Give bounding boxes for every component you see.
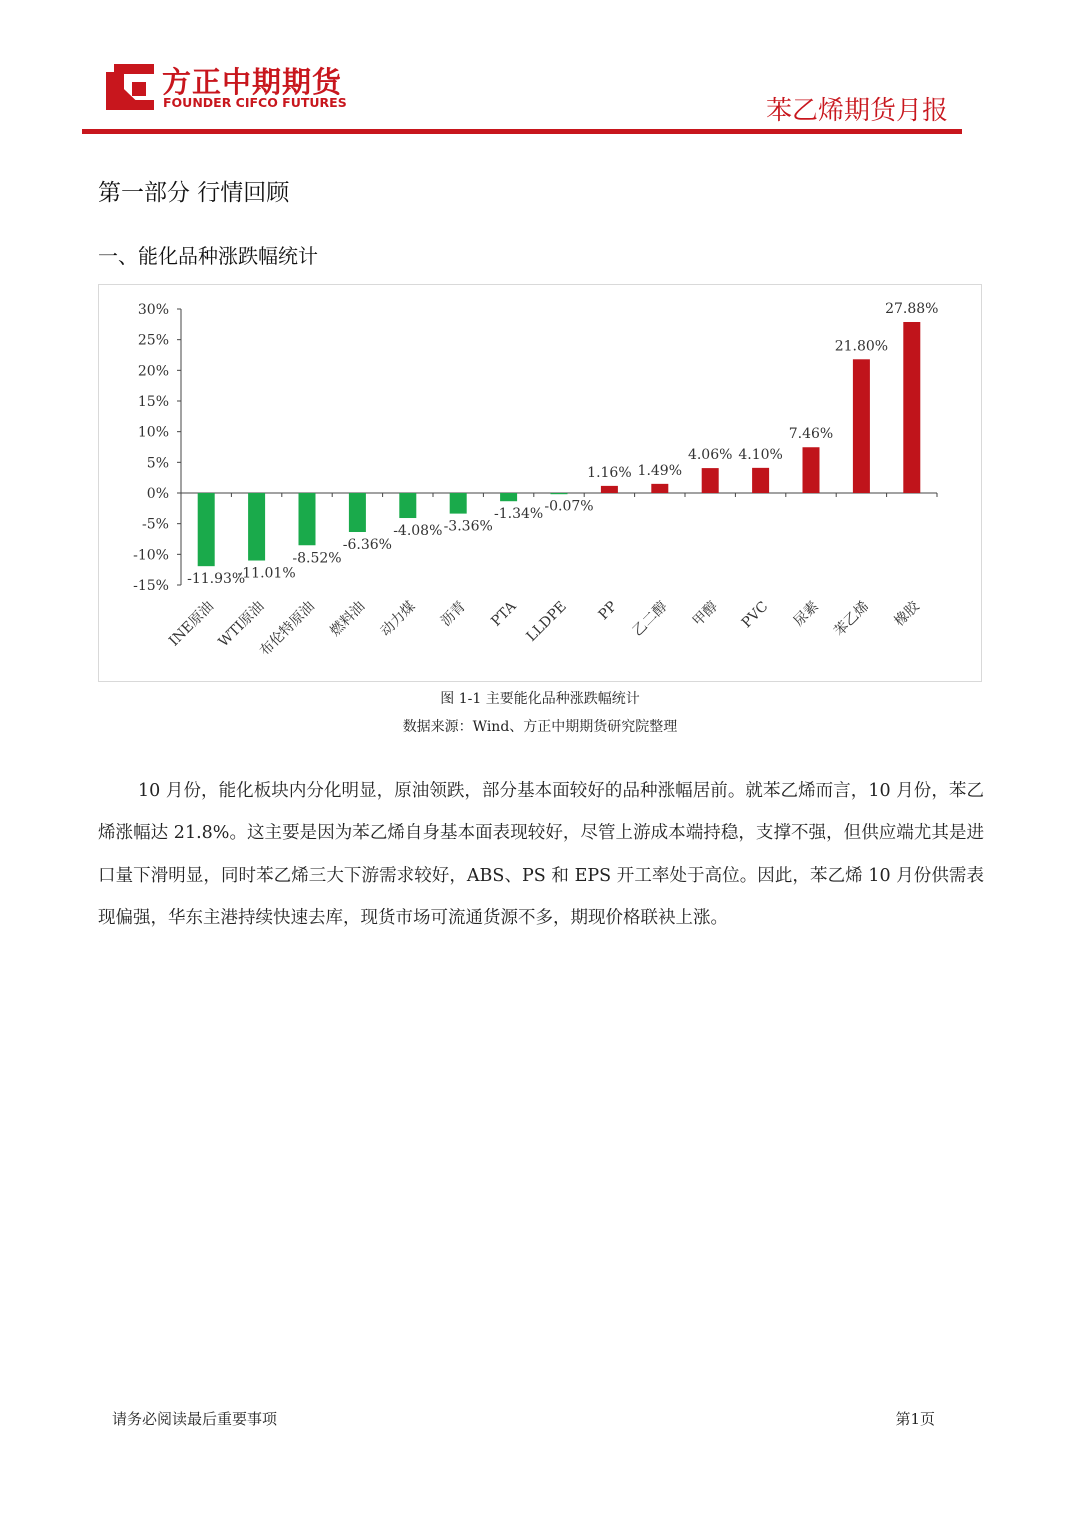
data-label: -11.93% bbox=[187, 571, 246, 588]
data-label: -3.36% bbox=[443, 518, 493, 535]
bar-9 bbox=[651, 484, 668, 493]
data-source: 数据来源：Wind、方正中期期货研究院整理 bbox=[402, 719, 678, 735]
data-label: -8.52% bbox=[292, 550, 342, 567]
bar-8 bbox=[601, 486, 618, 493]
data-label: 21.80% bbox=[834, 338, 889, 355]
report-title: 苯乙烯期货月报 bbox=[765, 96, 948, 126]
y-tick-label: -15% bbox=[133, 578, 169, 594]
category-label: 燃料油 bbox=[327, 598, 369, 640]
data-label: -6.36% bbox=[342, 537, 393, 554]
page-number: 第1页 bbox=[895, 1410, 935, 1428]
category-label: PTA bbox=[488, 598, 520, 630]
data-label: 7.46% bbox=[788, 426, 834, 443]
y-tick-label: 30% bbox=[137, 302, 169, 318]
category-label: 苯乙烯 bbox=[831, 598, 873, 640]
bar-12 bbox=[803, 447, 820, 493]
body-paragraph: 10 月份，能化板块内分化明显，原油领跌，部分基本面较好的品种涨幅居前。就苯乙烯而言，10 月份，苯乙烯涨幅达 21.8%。这主要是因为苯乙烯自身基本面表现较好，尽管上游成本端持稳，支撑不强，但供应端尤其是进口量下滑明显，同时苯乙烯三大下游需求较好，ABS、PS 和 EPS 开工率处于高位。因此，苯乙烯 10 月份供需表现偏强，华东主港持续快速去库，现货市场可流通货源不多，期现价格联袂上涨。 bbox=[98, 781, 984, 929]
category-label: 甲醇 bbox=[689, 598, 722, 630]
y-tick-label: 0% bbox=[146, 486, 169, 502]
bar-13 bbox=[853, 359, 870, 493]
bar-3 bbox=[349, 493, 366, 532]
category-label: PP bbox=[595, 598, 621, 624]
footer-notice: 请务必阅读最后重要事项 bbox=[112, 1410, 278, 1428]
y-tick-label: 15% bbox=[137, 394, 169, 410]
bar-1 bbox=[248, 493, 265, 561]
data-label: 27.88% bbox=[885, 301, 939, 318]
data-label: 4.10% bbox=[738, 446, 783, 463]
section-subtitle: 一、能化品种涨跌幅统计 bbox=[98, 244, 318, 268]
data-label: -11.01% bbox=[237, 565, 296, 582]
category-label: 乙二醇 bbox=[629, 598, 671, 640]
category-label: 动力煤 bbox=[377, 598, 419, 640]
bar-0 bbox=[198, 493, 215, 566]
bar-11 bbox=[752, 468, 769, 493]
category-label: 沥青 bbox=[437, 598, 470, 630]
y-tick-label: -5% bbox=[142, 516, 169, 533]
company-logo bbox=[104, 62, 364, 114]
bar-6 bbox=[500, 493, 517, 501]
bar-chart bbox=[99, 285, 983, 683]
category-label: 布伦特原油 bbox=[257, 598, 318, 660]
chart-container bbox=[98, 284, 982, 682]
category-label: 尿素 bbox=[790, 598, 822, 630]
data-label: -0.07% bbox=[544, 498, 594, 515]
bar-14 bbox=[903, 322, 920, 493]
category-label: 橡胶 bbox=[891, 598, 923, 630]
category-label: INE原油 bbox=[166, 598, 218, 650]
y-tick-label: 25% bbox=[137, 332, 169, 349]
category-label: WTI原油 bbox=[215, 598, 268, 651]
figure-caption: 图 1-1 主要能化品种涨跌幅统计 bbox=[440, 691, 640, 707]
data-label: 4.06% bbox=[687, 447, 733, 464]
category-label: PVC bbox=[738, 598, 772, 632]
section-title: 第一部分 行情回顾 bbox=[98, 180, 290, 206]
founder-logo-icon bbox=[104, 62, 156, 112]
y-tick-label: 5% bbox=[146, 455, 169, 472]
category-label: LLDPE bbox=[523, 598, 570, 645]
bar-5 bbox=[450, 493, 467, 514]
data-label: 1.49% bbox=[637, 462, 683, 479]
data-label: 1.16% bbox=[587, 464, 632, 481]
y-tick-label: -10% bbox=[133, 547, 169, 564]
data-label: -1.34% bbox=[493, 506, 544, 523]
bar-4 bbox=[399, 493, 416, 518]
bar-7 bbox=[551, 493, 568, 494]
logo-english-name: FOUNDER CIFCO FUTURES bbox=[163, 95, 347, 110]
data-label: -4.08% bbox=[393, 523, 443, 540]
bar-10 bbox=[702, 468, 719, 493]
y-tick-label: 10% bbox=[137, 424, 169, 441]
y-tick-label: 20% bbox=[137, 363, 169, 380]
bar-2 bbox=[299, 493, 316, 545]
header-divider bbox=[82, 129, 962, 134]
logo-chinese-name: 方正中期期货 bbox=[162, 65, 343, 99]
